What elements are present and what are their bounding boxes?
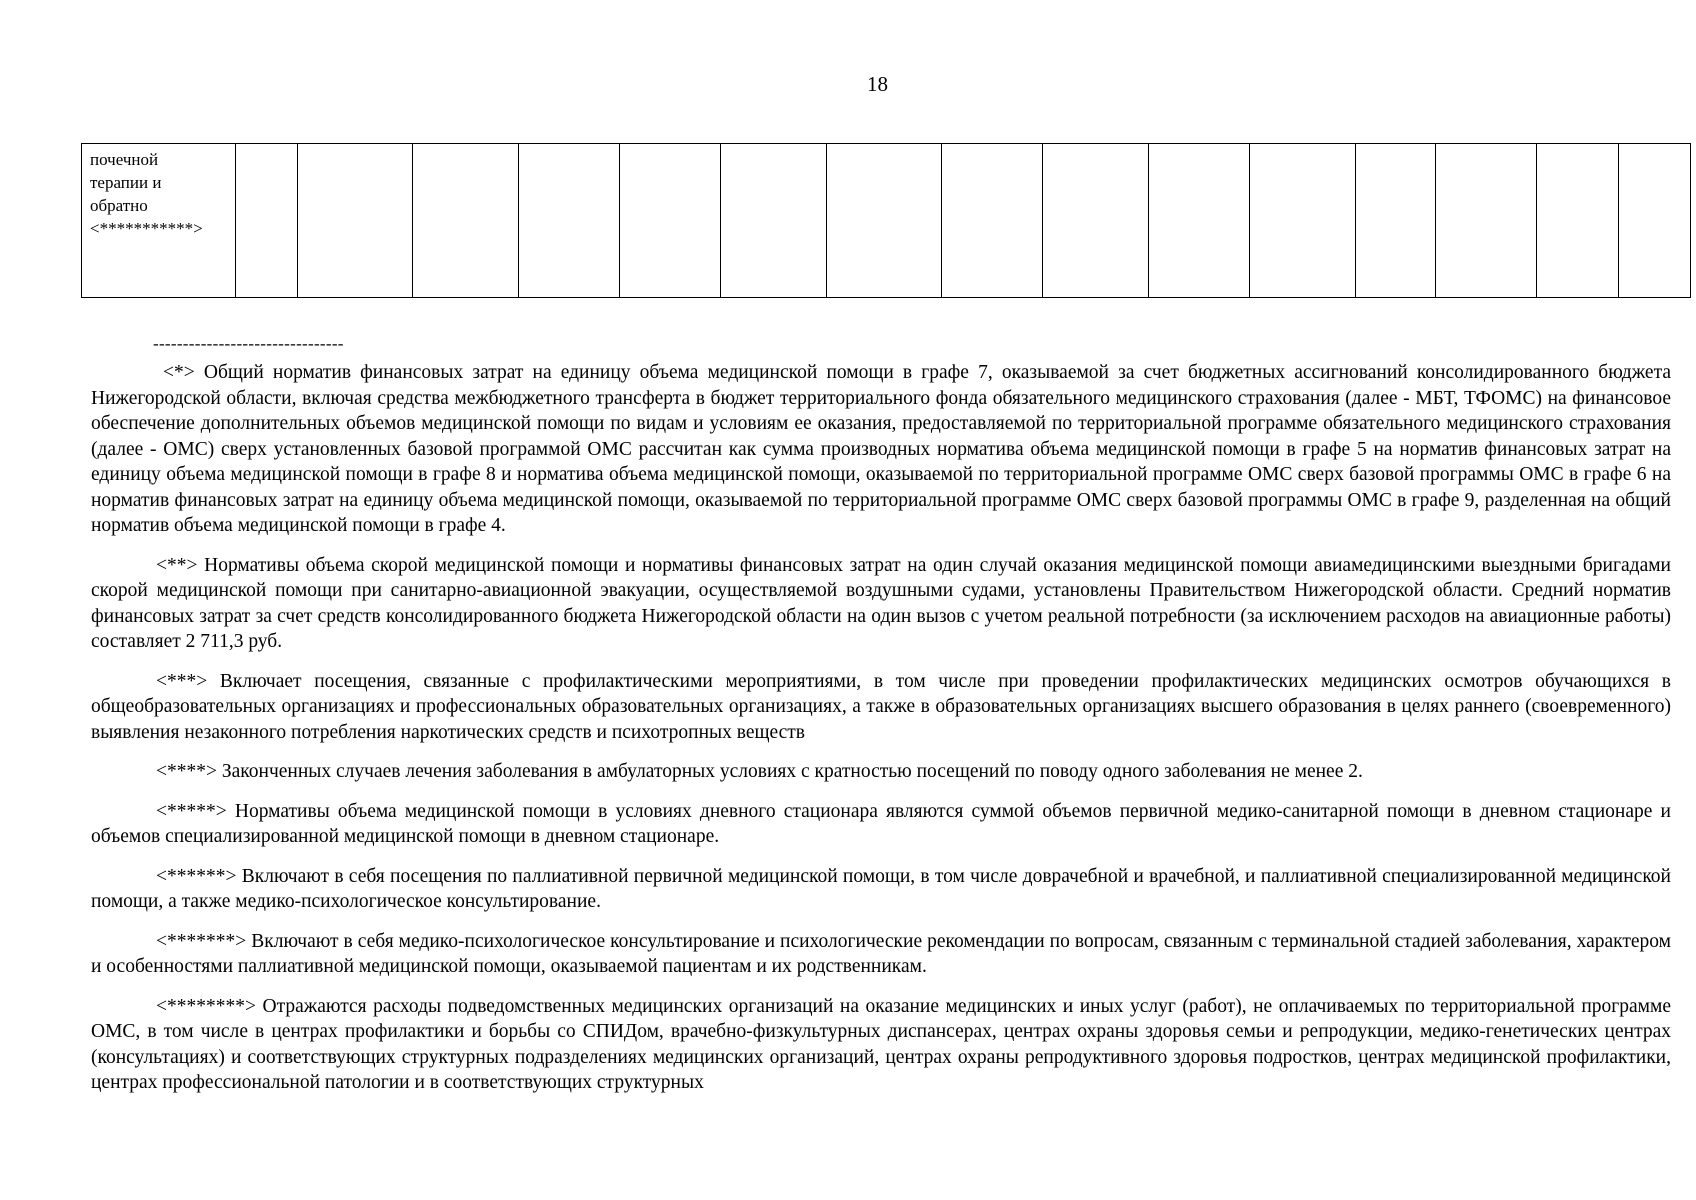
table-cell [1356, 144, 1436, 298]
footnote-6: <******> Включают в себя посещения по паллиативной первичной медицинской помощи, в том числе доврачебной и врачебной, и паллиативной специализированной медицинской помощи, а также медико-психологическое консультирование. [91, 865, 1671, 912]
table-cell [1250, 144, 1356, 298]
footnote-separator: -------------------------------- [153, 334, 344, 353]
table-cell [236, 144, 298, 298]
page-number: 18 [867, 72, 888, 96]
table-cell-label: почечной терапии и обратно <***********> [82, 144, 236, 298]
table-cell [298, 144, 413, 298]
footnote-4: <****> Законченных случаев лечения заболевания в амбулаторных условиях с кратностью посещений по поводу одного заболевания не менее 2. [156, 761, 1363, 782]
table-cell [1436, 144, 1537, 298]
footnote-3: <***> Включает посещения, связанные с профилактическими мероприятиями, в том числе при проведении профилактических медицинских осмотров обучающихся в общеобразовательных организациях и профессиональных образовательных организациях, а также в образовательных организациях высшего образования в целях раннего (своевременного) выявления незаконного потребления наркотических средств и психотропных веществ [91, 670, 1671, 743]
footnote-5: <*****> Нормативы объема медицинской помощи в условиях дневного стационара являются суммой объемов первичной медико-санитарной помощи в дневном стационаре и объемов специализированной медицинской помощи в дневном стационаре. [91, 800, 1671, 847]
table-cell [1043, 144, 1149, 298]
footnote-7: <*******> Включают в себя медико-психологическое консультирование и психологические рекомендации по вопросам, связанным с терминальной стадией заболевания, характером и особенностями паллиативной медицинской помощи, оказываемой пациентам и их родственникам. [91, 930, 1671, 977]
table-row [82, 144, 1691, 298]
table-cell [620, 144, 721, 298]
table-cell [1619, 144, 1691, 298]
footnote-2: <**> Нормативы объема скорой медицинской помощи и нормативы финансовых затрат на один случай оказания медицинской помощи авиамедицинскими выездными бригадами скорой медицинской помощи при санитарно-авиационной эвакуации, осуществляемой воздушными судами, установлены Правительством Нижегородской области. Средний норматив финансовых затрат за счет средств консолидированного бюджета Нижегородской области на один вызов с учетом реальной потребности (за исключением расходов на авиационные работы) составляет 2 711,3 руб. [91, 554, 1671, 652]
table-cell [519, 144, 620, 298]
footnote-1: <*> Общий норматив финансовых затрат на единицу объема медицинской помощи в графе 7, оказываемой за счет бюджетных ассигнований консолидированного бюджета Нижегородской области, включая средства межбюджетного трансферта в бюджет территориального фонда обязательного медицинского страхования (далее - МБТ, ТФОМС) на финансовое обеспечение дополнительных объемов медицинской помощи по видам и условиям ее оказания, предоставляемой по территориальной программе обязательного медицинского страхования (далее - ОМС) сверх установленных базовой программой ОМС рассчитан как сумма производных норматива объема медицинской помощи в графе 5 на норматив финансовых затрат на единицу объема медицинской помощи в графе 8 и норматива объема медицинской помощи, оказываемой по территориальной программе ОМС сверх базовой программы ОМС в графе 6 на норматив финансовых затрат на единицу объема медицинской помощи, оказываемой по территориальной программе ОМС сверх базовой программы ОМС в графе 9, разделенная на общий норматив объема медицинской помощи в графе 4. [91, 362, 1671, 536]
table-cell [827, 144, 942, 298]
table-cell [942, 144, 1043, 298]
continuation-table [81, 143, 1691, 298]
table-cell [413, 144, 519, 298]
table-cell [1537, 144, 1619, 298]
footnote-8: <********> Отражаются расходы подведомственных медицинских организаций на оказание медицинских и иных услуг (работ), не оплачиваемых по территориальной программе ОМС, в том числе в центрах профилактики и борьбы со СПИДом, врачебно-физкультурных диспансерах, центрах охраны здоровья семьи и репродукции, медико-генетических центрах (консультациях) и соответствующих структурных подразделениях медицинских организаций, центрах охраны репродуктивного здоровья подростков, центрах медицинской профилактики, центрах профессиональной патологии и в соответствующих структурных [91, 995, 1671, 1093]
footnotes [91, 360, 1671, 1110]
table-cell [1149, 144, 1250, 298]
table-cell [721, 144, 827, 298]
